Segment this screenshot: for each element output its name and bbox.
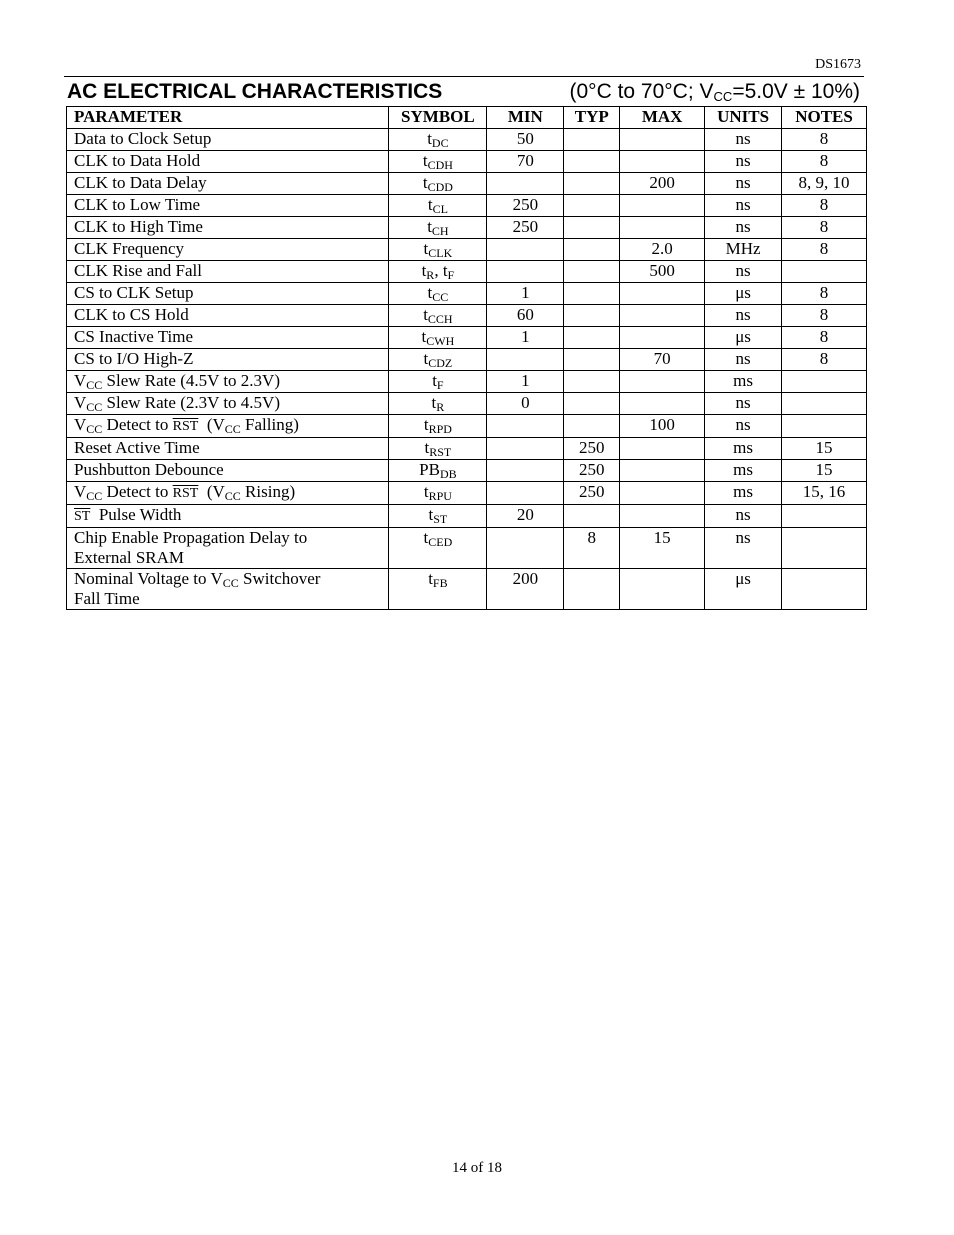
column-header-units: UNITS bbox=[705, 107, 782, 129]
cell-max: 2.0 bbox=[620, 239, 705, 261]
cell-symbol: $PB_{DB}$ bbox=[389, 460, 487, 482]
cell-symbol: $t_R$, $t_F$ bbox=[389, 261, 487, 283]
cell-min: 250 bbox=[487, 195, 564, 217]
cell-units: MHz bbox=[705, 239, 782, 261]
table-row bbox=[67, 129, 867, 151]
cell-min: 20 bbox=[487, 505, 564, 528]
cell-min: 250 bbox=[487, 217, 564, 239]
cell-typ bbox=[564, 505, 620, 528]
cell-typ: 250 bbox=[564, 482, 620, 505]
cell-notes: 15 bbox=[782, 460, 867, 482]
cell-symbol: $t_R$ bbox=[389, 393, 487, 415]
cell-units: ns bbox=[705, 151, 782, 173]
cell-symbol: $t_{CLK}$ bbox=[389, 239, 487, 261]
cell-min bbox=[487, 482, 564, 505]
cell-symbol: $t_{ST}$ bbox=[389, 505, 487, 528]
cell-units: μs bbox=[705, 283, 782, 305]
cell-notes: 8 bbox=[782, 239, 867, 261]
cell-typ bbox=[564, 217, 620, 239]
cell-symbol: $t_{FB}$ bbox=[389, 569, 487, 610]
cell-notes: 8 bbox=[782, 327, 867, 349]
section-title-text: AC ELECTRICAL CHARACTERISTICS bbox=[67, 80, 443, 103]
table-row bbox=[67, 393, 867, 415]
cell-units: ms bbox=[705, 438, 782, 460]
cell-max bbox=[620, 460, 705, 482]
cell-parameter: CLK to Data Hold bbox=[67, 151, 389, 173]
cell-max bbox=[620, 327, 705, 349]
cell-min: 70 bbox=[487, 151, 564, 173]
column-header-min: MIN bbox=[487, 107, 564, 129]
cell-max bbox=[620, 505, 705, 528]
cell-min bbox=[487, 349, 564, 371]
cell-max bbox=[620, 151, 705, 173]
cell-symbol: $t_{CCH}$ bbox=[389, 305, 487, 327]
document-id: DS1673 bbox=[815, 57, 861, 72]
cell-parameter: CLK to Low Time bbox=[67, 195, 389, 217]
cell-symbol: $t_{CDZ}$ bbox=[389, 349, 487, 371]
cell-max bbox=[620, 129, 705, 151]
cell-parameter: CLK Rise and Fall bbox=[67, 261, 389, 283]
cell-parameter: Data to Clock Setup bbox=[67, 129, 389, 151]
table-row bbox=[67, 415, 867, 438]
cell-parameter: CS to I/O High-Z bbox=[67, 349, 389, 371]
cell-typ bbox=[564, 239, 620, 261]
table-row bbox=[67, 195, 867, 217]
cell-notes: 8, 9, 10 bbox=[782, 173, 867, 195]
cell-min: 0 bbox=[487, 393, 564, 415]
cell-notes: 8 bbox=[782, 195, 867, 217]
cell-parameter: CLK to Data Delay bbox=[67, 173, 389, 195]
cell-symbol: $t_{CWH}$ bbox=[389, 327, 487, 349]
cell-max bbox=[620, 283, 705, 305]
table-row bbox=[67, 569, 867, 610]
cell-units: ns bbox=[705, 349, 782, 371]
cell-typ: 250 bbox=[564, 460, 620, 482]
cell-notes: 8 bbox=[782, 217, 867, 239]
cell-symbol: $t_{CDD}$ bbox=[389, 173, 487, 195]
table-row bbox=[67, 327, 867, 349]
cell-max: 200 bbox=[620, 173, 705, 195]
cell-notes: 8 bbox=[782, 305, 867, 327]
header-rule bbox=[64, 76, 864, 77]
cell-typ bbox=[564, 151, 620, 173]
cell-symbol: $t_{CDH}$ bbox=[389, 151, 487, 173]
table-row bbox=[67, 305, 867, 327]
cell-notes: 15, 16 bbox=[782, 482, 867, 505]
cell-min bbox=[487, 460, 564, 482]
cell-parameter: Nominal Voltage to $V_{CC}$ Switchover Fall Time bbox=[67, 569, 389, 610]
cell-notes: 8 bbox=[782, 129, 867, 151]
cell-typ bbox=[564, 305, 620, 327]
cell-symbol: $t_{CH}$ bbox=[389, 217, 487, 239]
cell-notes: 8 bbox=[782, 283, 867, 305]
cell-parameter: $V_{CC}$ Slew Rate (4.5V to 2.3V) bbox=[67, 371, 389, 393]
cell-min: 200 bbox=[487, 569, 564, 610]
cell-max: 500 bbox=[620, 261, 705, 283]
column-header-symbol: SYMBOL bbox=[389, 107, 487, 129]
cell-typ bbox=[564, 283, 620, 305]
table-row bbox=[67, 528, 867, 569]
cell-min: 1 bbox=[487, 283, 564, 305]
table-row bbox=[67, 261, 867, 283]
overline-signal: $\overline{RST}$ bbox=[172, 419, 199, 434]
cell-notes bbox=[782, 393, 867, 415]
ac-characteristics-table bbox=[66, 106, 867, 610]
cell-units: μs bbox=[705, 569, 782, 610]
cell-notes: 8 bbox=[782, 151, 867, 173]
cell-notes bbox=[782, 528, 867, 569]
cell-symbol: $t_{RPU}$ bbox=[389, 482, 487, 505]
cell-units: ns bbox=[705, 261, 782, 283]
cell-units: μs bbox=[705, 327, 782, 349]
cell-typ bbox=[564, 393, 620, 415]
cell-typ bbox=[564, 569, 620, 610]
cell-parameter: CS Inactive Time bbox=[67, 327, 389, 349]
cell-notes bbox=[782, 569, 867, 610]
cell-symbol: $t_{RST}$ bbox=[389, 438, 487, 460]
cell-typ bbox=[564, 415, 620, 438]
cell-units: ns bbox=[705, 217, 782, 239]
cell-units: ns bbox=[705, 305, 782, 327]
cell-symbol: $t_{CC}$ bbox=[389, 283, 487, 305]
cell-units: ms bbox=[705, 371, 782, 393]
cell-parameter: CLK to High Time bbox=[67, 217, 389, 239]
table-row bbox=[67, 173, 867, 195]
column-header-typ: TYP bbox=[564, 107, 620, 129]
cell-parameter: $V_{CC}$ Detect to $\overline{RST}$ ($V_{CC}$ Rising) bbox=[67, 482, 389, 505]
cell-min bbox=[487, 438, 564, 460]
table-row bbox=[67, 217, 867, 239]
cell-parameter: CLK to CS Hold bbox=[67, 305, 389, 327]
page-number: 14 of 18 bbox=[452, 1160, 502, 1176]
cell-notes: 8 bbox=[782, 349, 867, 371]
cell-max bbox=[620, 438, 705, 460]
cell-max bbox=[620, 195, 705, 217]
operating-conditions: (0°C to 70°C; $V_{CC}=5.0V \pm 10\%$) bbox=[569, 80, 860, 104]
cell-units: ms bbox=[705, 460, 782, 482]
cell-units: ns bbox=[705, 393, 782, 415]
cell-symbol: $t_{DC}$ bbox=[389, 129, 487, 151]
cell-min: 1 bbox=[487, 371, 564, 393]
cell-max: 70 bbox=[620, 349, 705, 371]
cell-symbol: $t_{CED}$ bbox=[389, 528, 487, 569]
cell-symbol: $t_{CL}$ bbox=[389, 195, 487, 217]
cell-min: 50 bbox=[487, 129, 564, 151]
cell-units: ns bbox=[705, 415, 782, 438]
cell-parameter: CLK Frequency bbox=[67, 239, 389, 261]
cell-units: ns bbox=[705, 505, 782, 528]
table-row bbox=[67, 151, 867, 173]
cell-parameter: $\overline{ST}$ Pulse Width bbox=[67, 505, 389, 528]
cell-units: ms bbox=[705, 482, 782, 505]
cell-max bbox=[620, 482, 705, 505]
cell-max bbox=[620, 569, 705, 610]
column-header-parameter: PARAMETER bbox=[67, 107, 389, 129]
cell-notes: 15 bbox=[782, 438, 867, 460]
section-title bbox=[67, 80, 860, 108]
cell-max: 15 bbox=[620, 528, 705, 569]
cell-units: ns bbox=[705, 173, 782, 195]
table-row bbox=[67, 349, 867, 371]
cell-typ bbox=[564, 349, 620, 371]
cell-notes bbox=[782, 415, 867, 438]
cell-min bbox=[487, 173, 564, 195]
column-header-notes: NOTES bbox=[782, 107, 867, 129]
cell-notes bbox=[782, 261, 867, 283]
cell-typ bbox=[564, 195, 620, 217]
cell-max bbox=[620, 305, 705, 327]
cell-min bbox=[487, 261, 564, 283]
cell-max bbox=[620, 393, 705, 415]
cell-typ bbox=[564, 129, 620, 151]
cell-units: ns bbox=[705, 528, 782, 569]
table-row bbox=[67, 283, 867, 305]
cell-units: ns bbox=[705, 195, 782, 217]
table-row bbox=[67, 460, 867, 482]
cell-max: 100 bbox=[620, 415, 705, 438]
cell-typ bbox=[564, 173, 620, 195]
cell-min bbox=[487, 528, 564, 569]
column-header-max: MAX bbox=[620, 107, 705, 129]
cell-min: 60 bbox=[487, 305, 564, 327]
table-header-row bbox=[67, 107, 867, 129]
cell-parameter: Pushbutton Debounce bbox=[67, 460, 389, 482]
cell-symbol: $t_F$ bbox=[389, 371, 487, 393]
cell-units: ns bbox=[705, 129, 782, 151]
cell-max bbox=[620, 217, 705, 239]
table-row bbox=[67, 438, 867, 460]
cell-min bbox=[487, 415, 564, 438]
cell-typ bbox=[564, 327, 620, 349]
cell-notes bbox=[782, 371, 867, 393]
cell-parameter: Reset Active Time bbox=[67, 438, 389, 460]
overline-signal: $\overline{ST}$ bbox=[74, 509, 91, 524]
cell-parameter: CS to CLK Setup bbox=[67, 283, 389, 305]
table-row bbox=[67, 239, 867, 261]
cell-symbol: $t_{RPD}$ bbox=[389, 415, 487, 438]
cell-parameter: Chip Enable Propagation Delay to External SRAM bbox=[67, 528, 389, 569]
cell-min bbox=[487, 239, 564, 261]
overline-signal: $\overline{RST}$ bbox=[172, 486, 199, 501]
cell-typ: 8 bbox=[564, 528, 620, 569]
cell-max bbox=[620, 371, 705, 393]
cell-typ bbox=[564, 261, 620, 283]
cell-typ bbox=[564, 371, 620, 393]
table-row bbox=[67, 371, 867, 393]
cell-parameter: $V_{CC}$ Slew Rate (2.3V to 4.5V) bbox=[67, 393, 389, 415]
cell-min: 1 bbox=[487, 327, 564, 349]
cell-parameter: $V_{CC}$ Detect to $\overline{RST}$ ($V_{CC}$ Falling) bbox=[67, 415, 389, 438]
table-row bbox=[67, 482, 867, 505]
table-row bbox=[67, 505, 867, 528]
cell-notes bbox=[782, 505, 867, 528]
cell-typ: 250 bbox=[564, 438, 620, 460]
